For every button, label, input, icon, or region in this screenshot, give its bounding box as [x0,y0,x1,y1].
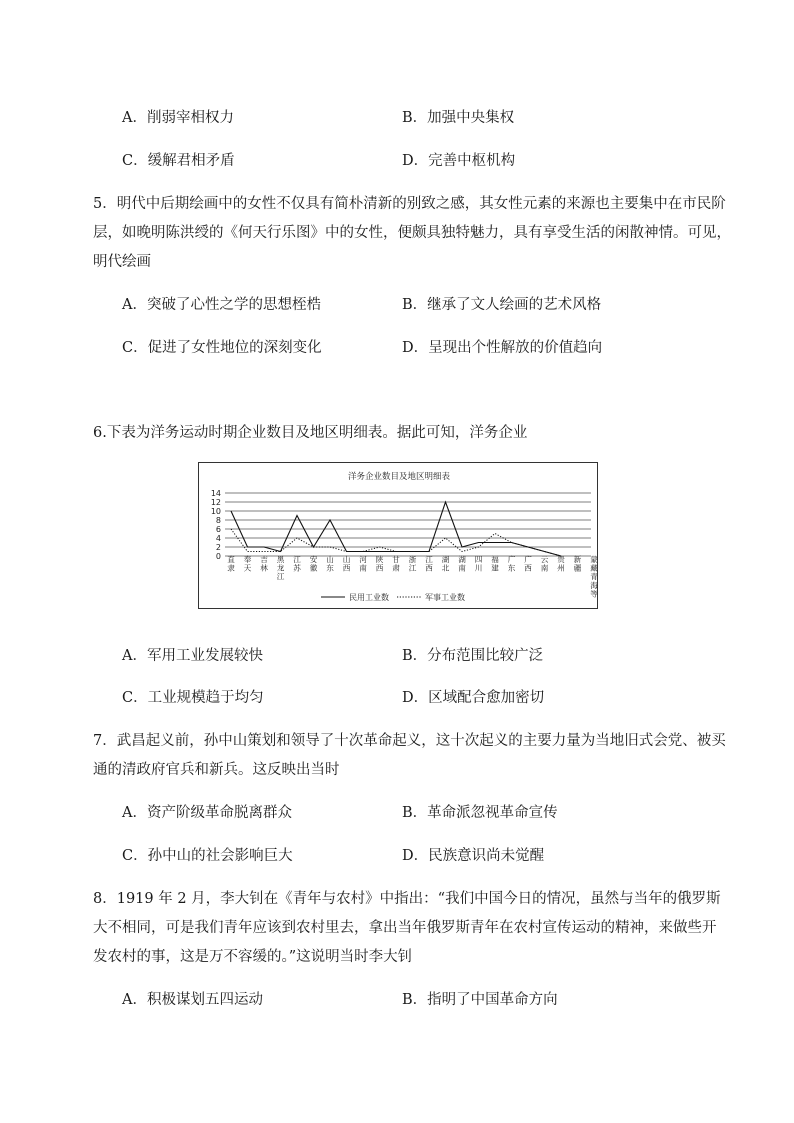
x-tick-label: 奉天 [243,555,252,573]
q6-option-c[interactable]: C．工业规模趋于均匀 [122,690,264,706]
q8-stem-line-1: 8．1919 年 2 月，李大钊在《青年与农村》中指出：“我们中国今日的情况，虽然与当年的俄罗斯 [93,891,721,907]
q8-option-b[interactable]: B．指明了中国革命方向 [402,992,558,1008]
y-tick-label: 12 [210,498,221,507]
x-tick-label: 吉林 [260,555,268,573]
q8-stem-line-3: 发农村的事，这是万不容缓的。”这说明当时李大钊 [93,949,413,965]
q5-option-d[interactable]: D．呈现出个性解放的价值趋向 [402,340,603,356]
x-tick-label: 黑龙江 [276,555,285,582]
q7-option-a[interactable]: A．资产阶级革命脱离群众 [122,805,292,821]
legend-label-military: 军事工业数 [425,593,465,602]
y-tick-label: 14 [210,489,221,498]
q6-stem-line: 6.下表为洋务运动时期企业数目及地区明细表。据此可知，洋务企业 [93,425,528,441]
q6-option-a[interactable]: A．军用工业发展较快 [122,648,263,664]
q4-option-d[interactable]: D．完善中枢机构 [402,153,516,169]
y-tick-label: 10 [210,507,221,516]
q4-option-a[interactable]: A．削弱宰相权力 [122,110,234,126]
q5-option-b[interactable]: B．继承了文人绘画的艺术风格 [402,297,602,313]
q8-option-a[interactable]: A．积极谋划五四运动 [122,992,263,1008]
x-tick-label: 湖北 [441,555,450,573]
y-tick-label: 8 [215,516,221,525]
x-tick-label: 山西 [342,555,351,573]
y-tick-label: 2 [215,543,221,552]
q8-stem-line-2: 大不相同，可是我们青年应该到农村里去，拿出当年俄罗斯青年在农村宣传运动的精神，来做些开 [93,920,717,936]
x-tick-label: 陕西 [375,555,384,573]
x-tick-label: 广东 [507,555,516,573]
x-tick-label: 山东 [326,555,334,573]
x-tick-label: 云南 [540,555,549,573]
x-tick-label: 江西 [425,555,433,573]
x-tick-label: 安徽 [309,555,318,573]
q7-option-b[interactable]: B．革命派忽视革命宣传 [402,805,558,821]
q6-option-d[interactable]: D．区域配合愈加密切 [402,690,545,706]
enterprise-chart [198,462,598,609]
x-tick-label: 贵州 [557,555,565,573]
legend-label-civil: 民用工业数 [349,593,389,602]
q5-stem-line-2: 层，如晚明陈洪绶的《何天行乐图》中的女性，便颇具独特魅力，具有享受生活的闲散神情。可见， [93,225,731,241]
chart-title: 洋务企业数目及地区明细表 [347,472,451,482]
q7-stem-line-2: 通的清政府官兵和新兵。这反映出当时 [93,762,340,778]
q5-stem-line-1: 5．明代中后期绘画中的女性不仅具有简朴清新的别致之感，其女性元素的来源也主要集中在市民阶 [93,196,726,212]
y-tick-label: 6 [215,525,221,534]
x-tick-label: 福建 [491,555,499,573]
x-tick-label: 蒙藏青海等 [590,555,598,599]
q5-option-a[interactable]: A．突破了心性之学的思想桎梏 [122,297,321,313]
x-tick-label: 河南 [359,555,367,573]
x-tick-label: 新疆 [573,555,582,573]
y-tick-label: 0 [215,552,221,561]
y-tick-label: 4 [215,534,221,543]
x-tick-label: 湖南 [458,555,466,573]
x-tick-label: 广西 [524,555,532,573]
chart-svg [199,463,599,610]
q5-option-c[interactable]: C．促进了女性地位的深刻变化 [122,340,322,356]
x-tick-label: 甘肃 [392,555,400,573]
q6-option-b[interactable]: B．分布范围比较广泛 [402,648,544,664]
q4-option-c[interactable]: C．缓解君相矛盾 [122,153,235,169]
q4-option-b[interactable]: B．加强中央集权 [402,110,515,126]
x-tick-label: 江苏 [293,555,301,573]
q7-option-d[interactable]: D．民族意识尚未觉醒 [402,848,545,864]
q7-stem-line-1: 7．武昌起义前，孙中山策划和领导了十次革命起义，这十次起义的主要力量为当地旧式会党、被买 [93,733,726,749]
x-tick-label: 浙江 [408,555,417,573]
q5-stem-line-3: 明代绘画 [93,254,151,270]
q7-option-c[interactable]: C．孙中山的社会影响巨大 [122,848,293,864]
x-tick-label: 四川 [474,555,483,573]
x-tick-label: 直隶 [227,555,235,573]
